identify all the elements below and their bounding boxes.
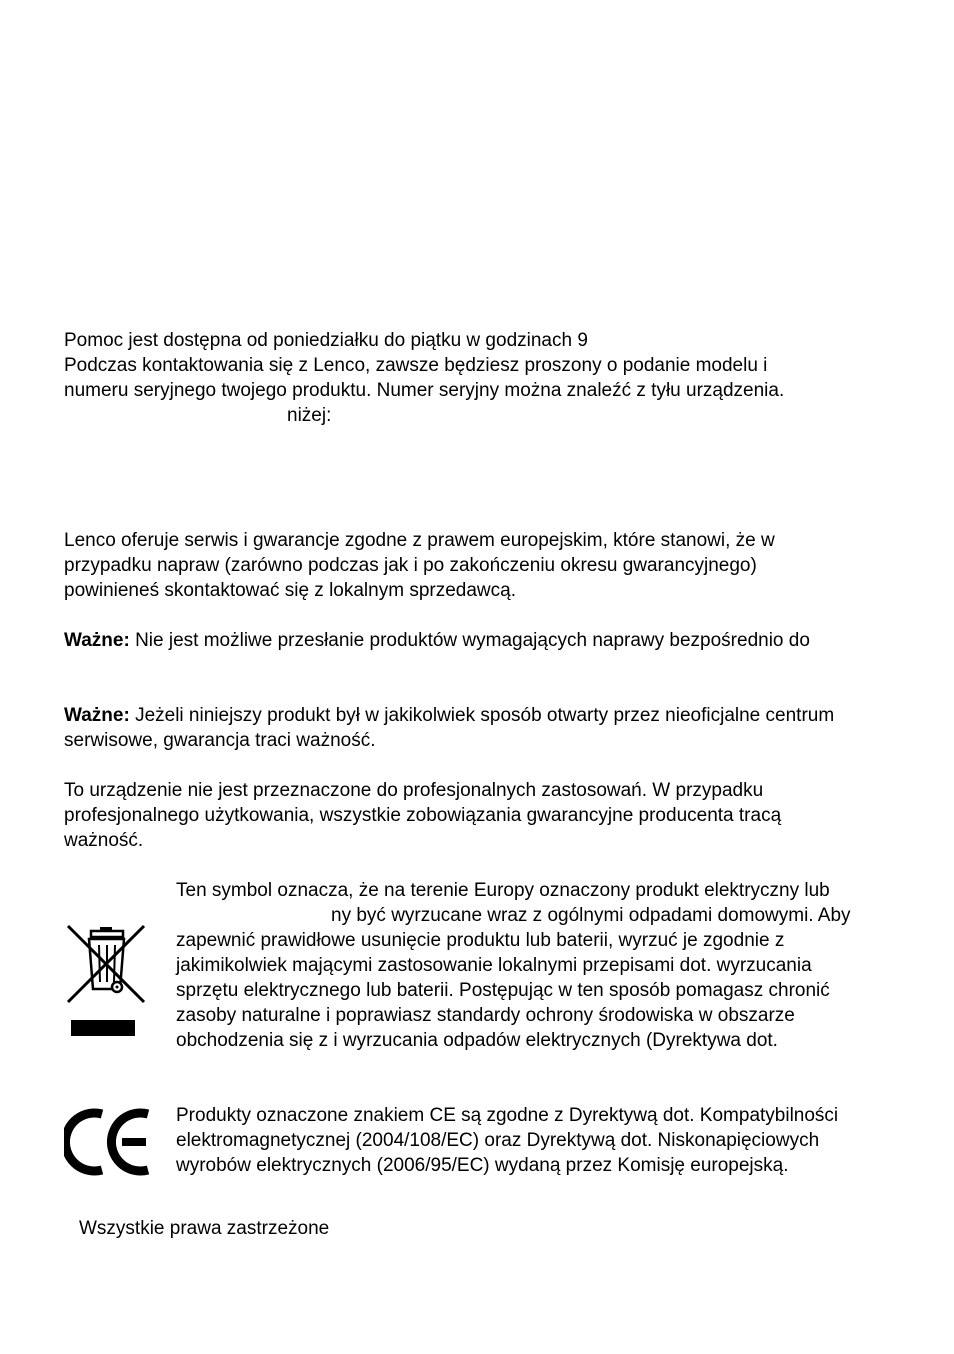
professional-line: To urządzenie nie jest przeznaczone do profesjonalnych zastosowań. W przypadku (64, 780, 764, 801)
weee-line: zasoby naturalne i poprawiasz standardy ochrony środowiska w obszarze (176, 1005, 795, 1026)
ce-line: elektromagnetycznej (2004/108/EC) oraz Dyrektywą dot. Niskonapięciowych (176, 1130, 820, 1151)
professional-line: ważność. (64, 830, 144, 851)
ce-compliance-section (176, 1103, 906, 1178)
copyright-notice: Wszystkie prawa zastrzeżone (79, 1218, 330, 1239)
important-notice-repair (64, 628, 894, 653)
help-line: Podczas kontaktowania się z Lenco, zawsze będziesz proszony o podanie modelu i (64, 355, 768, 376)
help-line: Pomoc jest dostępna od poniedziałku do piątku w godzinach 9 (64, 330, 588, 351)
service-section (64, 528, 894, 603)
ce-line: wyrobów elektrycznych (2006/95/EC) wydaną przez Komisję europejską. (176, 1155, 789, 1176)
important-notice-warranty (64, 703, 894, 753)
important-line: serwisowe, gwarancja traci ważność. (64, 730, 376, 751)
weee-line: zapewnić prawidłowe usunięcie produktu lub baterii, wyrzuć je zgodnie z (176, 930, 785, 951)
crossed-out-wheelie-bin-icon (64, 922, 148, 1038)
service-line: przypadku napraw (zarówno podczas jak i po zakończeniu okresu gwarancyjnego) (64, 555, 757, 576)
help-line: numeru seryjnego twojego produktu. Numer seryjny można znaleźć z tyłu urządzenia. (64, 380, 785, 401)
professional-use-section (64, 778, 894, 853)
weee-line: ny być wyrzucane wraz z ogólnymi odpadami domowymi. Aby (331, 905, 851, 926)
weee-line: sprzętu elektrycznego lub baterii. Postępując w ten sposób pomagasz chronić (176, 980, 830, 1001)
service-line: powinieneś skontaktować się z lokalnym sprzedawcą. (64, 580, 516, 601)
weee-line: obchodzenia się z i wyrzucania odpadów elektrycznych (Dyrektywa dot. (176, 1030, 778, 1051)
ce-line: Produkty oznaczone znakiem CE są zgodne z Dyrektywą dot. Kompatybilności (176, 1105, 839, 1126)
weee-disposal-section (176, 878, 906, 1053)
help-section (64, 328, 894, 428)
important-label: Ważne: (64, 705, 130, 726)
important-line (64, 703, 894, 728)
weee-line: Ten symbol oznacza, że na terenie Europy oznaczony produkt elektryczny lub (176, 880, 830, 901)
service-line: Lenco oferuje serwis i gwarancje zgodne z prawem europejskim, które stanowi, że w (64, 530, 775, 551)
important-line (64, 628, 894, 653)
important-label: Ważne: (64, 630, 130, 651)
professional-line: profesjonalnego użytkowania, wszystkie zobowiązania gwarancyjne producenta tracą (64, 805, 782, 826)
important-text: Jeżeli niniejszy produkt był w jakikolwiek sposób otwarty przez nieoficjalne centrum (129, 705, 835, 726)
ce-mark-icon (64, 1108, 154, 1176)
weee-line: jakimikolwiek mającymi zastosowanie lokalnymi przepisami dot. wyrzucania (176, 955, 812, 976)
help-line: niżej: (287, 405, 332, 426)
important-text: Nie jest możliwe przesłanie produktów wymagających naprawy bezpośrednio do (129, 630, 810, 651)
